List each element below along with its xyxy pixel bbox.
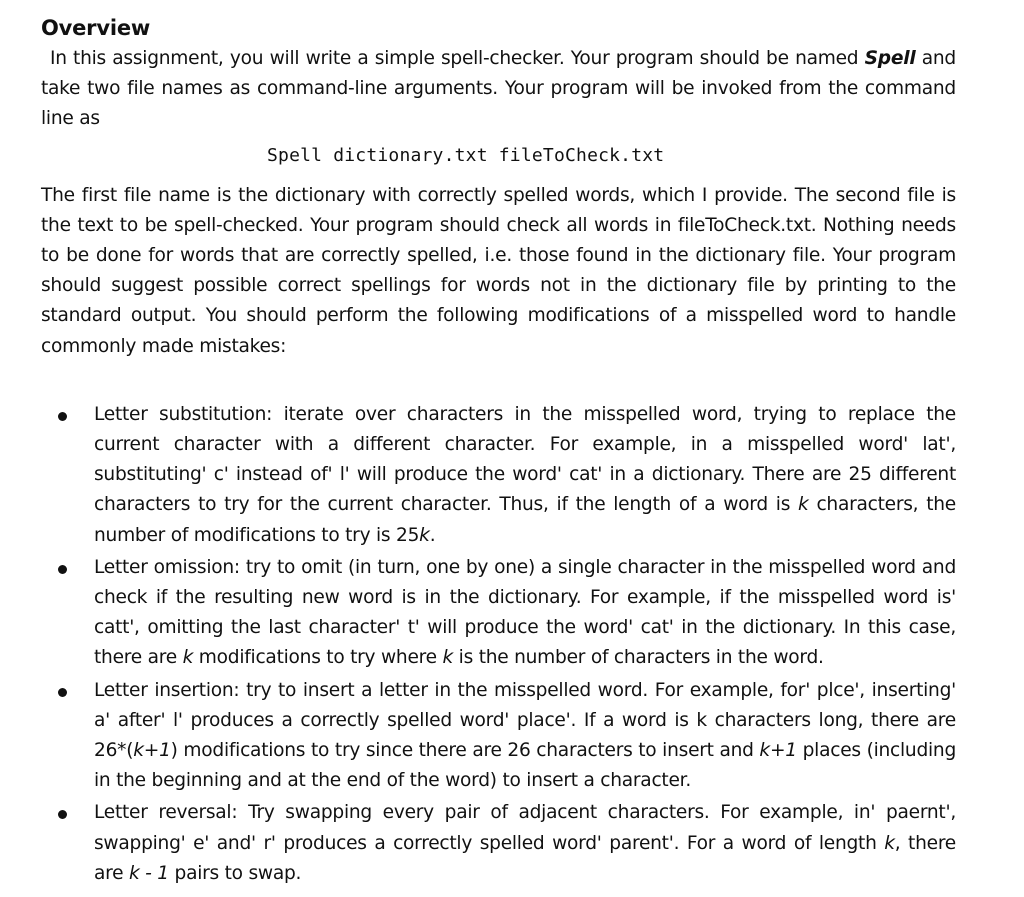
item-text: places (including in the beginning and at the end of the word) to insert a character. [94, 740, 956, 792]
bullet-icon [58, 688, 67, 697]
item-text: characters, the number of modifications to try is 25 [94, 494, 956, 546]
item-variable: k+1 [759, 740, 797, 762]
item-variable: k [419, 524, 430, 546]
bullet-icon [58, 810, 67, 819]
list-item-reversal [41, 798, 956, 889]
intro-text-start: In this assignment, you will write a simple spell-checker. Your program should be named [50, 48, 865, 69]
item-text: pairs to swap. [168, 862, 302, 884]
section-heading: Overview [41, 16, 151, 40]
bullet-icon [58, 412, 67, 421]
item-text: Letter insertion: try to insert a letter in the misspelled word. For example, for' plce', inserting' a' after' l' produces a correctly spelled word' place'. If a word is k characters long, there are 26*( [94, 679, 956, 762]
intro-paragraph [41, 44, 956, 135]
list-item-omission [41, 553, 956, 674]
item-variable: k [798, 494, 809, 516]
item-variable: k [442, 647, 454, 669]
list-item-insertion [41, 676, 956, 797]
item-text: ) modifications to try since there are 26 characters to insert and [170, 740, 760, 762]
item-variable: k [884, 832, 895, 854]
item-variable: k - 1 [128, 862, 169, 884]
item-text: Letter substitution: iterate over characters in the misspelled word, trying to replace the current character with a different character. For example, in a misspelled word' lat', substituting' c' instead of' l' will produce the word' cat' in a dictionary. There are 25 different characters to try for the current character. Thus, if the length of a word is [94, 403, 956, 516]
description-paragraph: The first file name is the dictionary with correctly spelled words, which I provide. The second file is the text to be spell-checked. Your program should check all words in fileToCheck.txt. Nothing needs to be done for words that are correctly spelled, i.e. those found in the dictionary file. Your program should suggest possible correct spellings for words not in the dictionary file by printing to the standard output. You should perform the following modifications of a misspelled word to handle commonly made mistakes: [41, 184, 956, 357]
program-name: Spell [864, 48, 916, 69]
list-item-substitution [41, 400, 956, 551]
item-text: modifications to try where [193, 647, 443, 669]
item-variable: k [182, 647, 194, 669]
item-text: Letter omission: try to omit (in turn, one by one) a single character in the misspelled word and check if the resulting new word is in the dictionary. For example, if the misspelled word is' catt', omitting the last character' t' will produce the word' cat' in the dictionary. In this case, there are [94, 556, 956, 669]
item-text: . [429, 524, 436, 546]
item-text: Letter reversal: Try swapping every pair of adjacent characters. For example, in' paernt', swapping' e' and' r' produces a correctly spelled word' parent'. For a word of length [94, 802, 956, 854]
intro-text-end: and take two file names as command-line arguments. Your program will be invoked from the command line as [41, 48, 956, 130]
modification-list [41, 400, 956, 889]
item-text: , there are [94, 832, 956, 884]
bullet-icon [58, 565, 67, 574]
command-line-example: Spell dictionary.txt fileToCheck.txt [267, 144, 665, 166]
item-text: is the number of characters in the word. [453, 647, 824, 669]
item-variable: k+1 [133, 740, 171, 762]
